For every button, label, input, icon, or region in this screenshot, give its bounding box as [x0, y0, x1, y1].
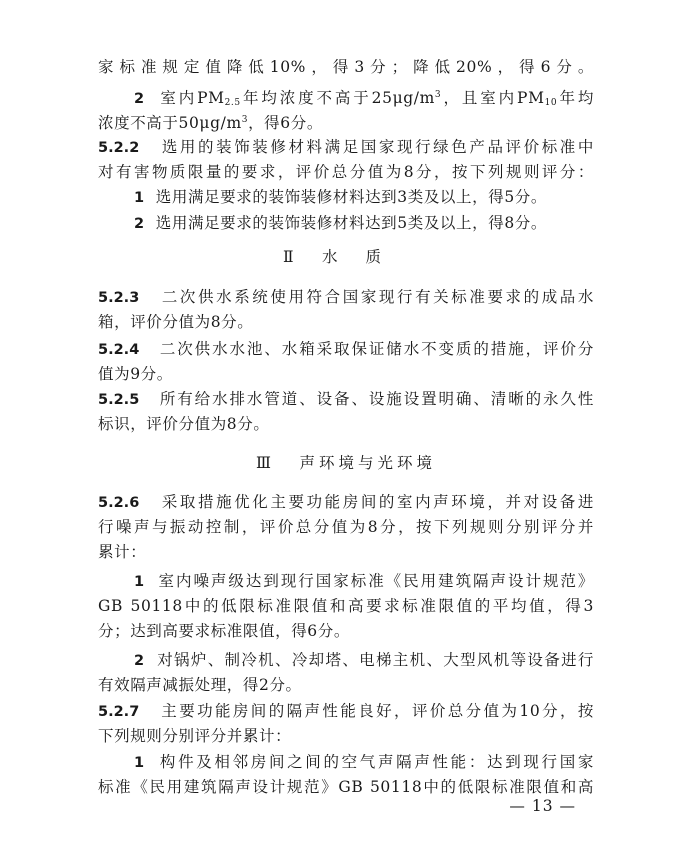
clause-5-2-6-item-2-line-2: 有效隔声减振处理，得2分。: [98, 676, 302, 694]
clause-5-2-3-line-2: 箱，评价分值为8分。: [98, 313, 254, 331]
text-line: 家标准规定值降低10%，得3分；降低20%，得6分。: [98, 58, 594, 76]
clause-5-2-6-line-1: 5.2.6 采取措施优化主要功能房间的室内声环境，并对设备进: [98, 493, 594, 511]
clause-5-2-5-line-2: 标识，评价分值为8分。: [98, 415, 270, 433]
clause-5-2-2-line-2: 对有害物质限量的要求，评价总分值为8分，按下列规则评分：: [98, 163, 594, 181]
clause-5-2-6-item-1-line-3: 分；达到高要求标准限值，得6分。: [98, 622, 350, 640]
clause-5-2-4-line-2: 值为9分。: [98, 365, 173, 383]
section-heading-water: Ⅱ 水质: [282, 248, 410, 266]
clause-5-2-6-line-2: 行噪声与振动控制，评价总分值为8分，按下列规则分别评分并: [98, 518, 594, 536]
clause-5-2-6-item-2-line-1: 2 对锅炉、制冷机、冷却塔、电梯主机、大型风机等设备进行: [134, 651, 594, 669]
section-heading-sound-light: Ⅲ 声环境与光环境: [256, 454, 436, 472]
clause-5-2-6-item-1-line-2: GB 50118中的低限标准限值和高要求标准限值的平均值，得3: [98, 597, 594, 615]
clause-5-2-5-line-1: 5.2.5 所有给水排水管道、设备、设施设置明确、清晰的永久性: [98, 390, 594, 408]
clause-5-2-7-item-1-line-2: 标准《民用建筑隔声设计规范》GB 50118中的低限标准限值和高: [98, 778, 594, 796]
clause-5-2-2-item-2: 2 选用满足要求的装饰装修材料达到5类及以上，得8分。: [134, 214, 547, 232]
page-number: — 13 —: [509, 797, 576, 815]
clause-number: 5.2.2: [98, 140, 140, 156]
item-2-line-1: 2 室内$PM_{2.5}$年均浓度不高于$25\mu g/m^3$，且室内$PM_{10}$年均: [134, 89, 594, 108]
clause-5-2-4-line-1: 5.2.4 二次供水水池、水箱采取保证储水不变质的措施，评价分: [98, 340, 594, 358]
item-2-line-2: 浓度不高于$50\mu g/m^3$，得6分。: [98, 114, 323, 132]
clause-5-2-3-line-1: 5.2.3 二次供水系统使用符合国家现行有关标准要求的成品水: [98, 288, 594, 306]
clause-5-2-2-line-1: 5.2.2 选用的装饰装修材料满足国家现行绿色产品评价标准中: [98, 138, 594, 156]
clause-5-2-6-item-1-line-1: 1 室内噪声级达到现行国家标准《民用建筑隔声设计规范》: [134, 572, 594, 590]
clause-5-2-7-line-2: 下列规则分别评分并累计：: [98, 727, 292, 745]
item-number: 2: [134, 91, 145, 107]
clause-5-2-7-line-1: 5.2.7 主要功能房间的隔声性能良好，评价总分值为10分，按: [98, 702, 594, 720]
clause-5-2-7-item-1-line-1: 1 构件及相邻房间之间的空气声隔声性能：达到现行国家: [134, 753, 594, 771]
clause-5-2-6-line-3: 累计：: [98, 543, 147, 561]
clause-5-2-2-item-1: 1 选用满足要求的装饰装修材料达到3类及以上，得5分。: [134, 188, 547, 206]
